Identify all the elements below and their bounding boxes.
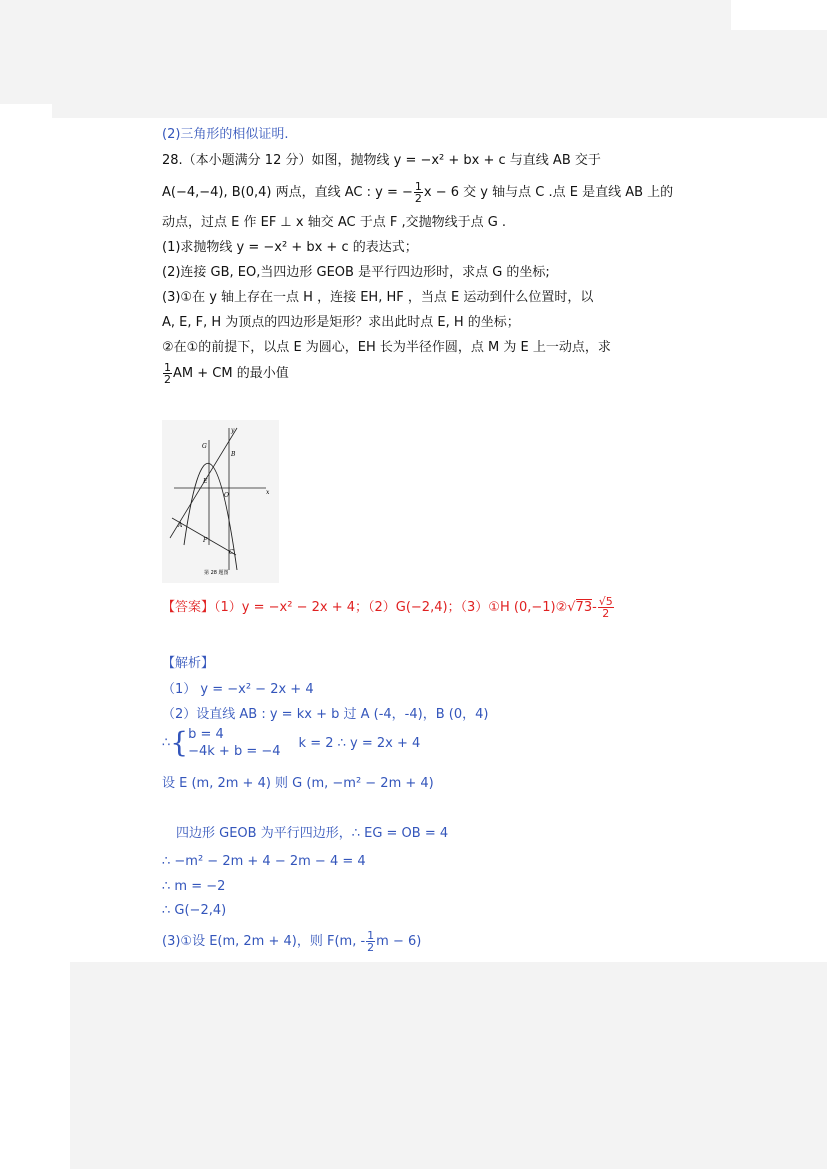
problem-line-2: A(−4,−4), B(0,4) 两点，直线 AC : y = − $\frac{1}{2}$ x − 6 交 y 轴与点 C .点 E 是直线 AB 上的 <box>162 180 674 205</box>
analysis-line-1: （1） y = −x² − 2x + 4 <box>162 682 314 697</box>
analysis-line-2: （2）设直线 AB : y = kx + b 过 A (-4，-4)，B (0，4) <box>162 707 489 722</box>
section-heading: (2)三角形的相似证明. <box>162 127 289 142</box>
label-c: C <box>229 549 234 556</box>
question-2: (2)连接 GB, EO,当四边形 GEOB 是平行四边形时，求点 G 的坐标; <box>162 265 550 280</box>
analysis-line-8: ∴ G(−2,4) <box>162 903 227 918</box>
label-y: y <box>231 427 235 434</box>
label-b: B <box>231 451 236 458</box>
equation-system: b = 4 −4k + b = −4 <box>188 727 281 759</box>
figure-caption: 第 28 题图 <box>204 570 229 576</box>
problem-figure <box>162 420 279 583</box>
fraction-sqrt5-over-2: $\frac{√5}{2}$ <box>598 595 613 620</box>
problem-line-1: 28.（本小题满分 12 分）如图，抛物线 y = −x² + bx + c 与直线 AB 交于 <box>162 153 601 168</box>
fraction-half: $\frac{1}{2}$ <box>367 929 375 954</box>
label-e: E <box>203 478 208 485</box>
analysis-label: 【解析】 <box>162 656 215 671</box>
answer-line: 【答案】（1）y = −x² − 2x + 4；（2）G(−2,4)；（3）①H (0,−1)②√73- $\frac{√5}{2}$ <box>162 595 613 620</box>
question-3-part-b: A, E, F, H 为顶点的四边形是矩形？求出此时点 E, H 的坐标； <box>162 315 520 330</box>
analysis-line-9: (3)①设 E(m, 2m + 4)，则 F(m, - $\frac{1}{2}$ m − 6) <box>162 929 422 954</box>
analysis-line-5: 四边形 GEOB 为平行四边形，∴ EG = OB = 4 <box>176 826 449 841</box>
bottom-gray-band <box>70 962 827 1169</box>
problem-line-3: 动点，过点 E 作 EF ⊥ x 轴交 AC 于点 F ,交抛物线于点 G . <box>162 215 507 230</box>
label-f: F <box>203 537 208 544</box>
analysis-line-4: 设 E (m, 2m + 4) 则 G (m, −m² − 2m + 4) <box>162 776 434 791</box>
system-brace: { <box>170 726 189 759</box>
fraction-half: $\frac{1}{2}$ <box>164 361 171 386</box>
question-3-part-c: ②在①的前提下，以点 E 为圆心，EH 长为半径作圆，点 M 为 E 上一动点，求 <box>162 340 611 355</box>
question-3-part-a: (3)①在 y 轴上存在一点 H ，连接 EH, HF ，当点 E 运动到什么位置时，以 <box>162 290 594 305</box>
analysis-line-6: ∴ −m² − 2m + 4 − 2m − 4 = 4 <box>162 854 366 869</box>
analysis-line-7: ∴ m = −2 <box>162 879 226 894</box>
top-band-notch-right <box>731 0 827 30</box>
label-x: x <box>266 489 270 496</box>
question-3-part-d: $\frac{1}{2}$ AM + CM 的最小值 <box>164 361 289 386</box>
question-1: (1)求抛物线 y = −x² + bx + c 的表达式； <box>162 240 418 255</box>
label-a: A <box>178 522 183 529</box>
analysis-line-3: ∴{ b = 4 −4k + b = −4 k = 2 ∴ y = 2x + 4 <box>162 726 421 759</box>
fraction-half: $\frac{1}{2}$ <box>414 180 422 205</box>
top-band-notch-left <box>0 104 52 118</box>
answer-label: 【答案】 <box>162 600 215 615</box>
sqrt-symbol: √ <box>567 600 576 615</box>
parabola-figure-svg <box>162 420 279 583</box>
label-g: G <box>202 443 207 450</box>
top-gray-band <box>0 0 827 118</box>
label-o: O <box>224 492 229 499</box>
